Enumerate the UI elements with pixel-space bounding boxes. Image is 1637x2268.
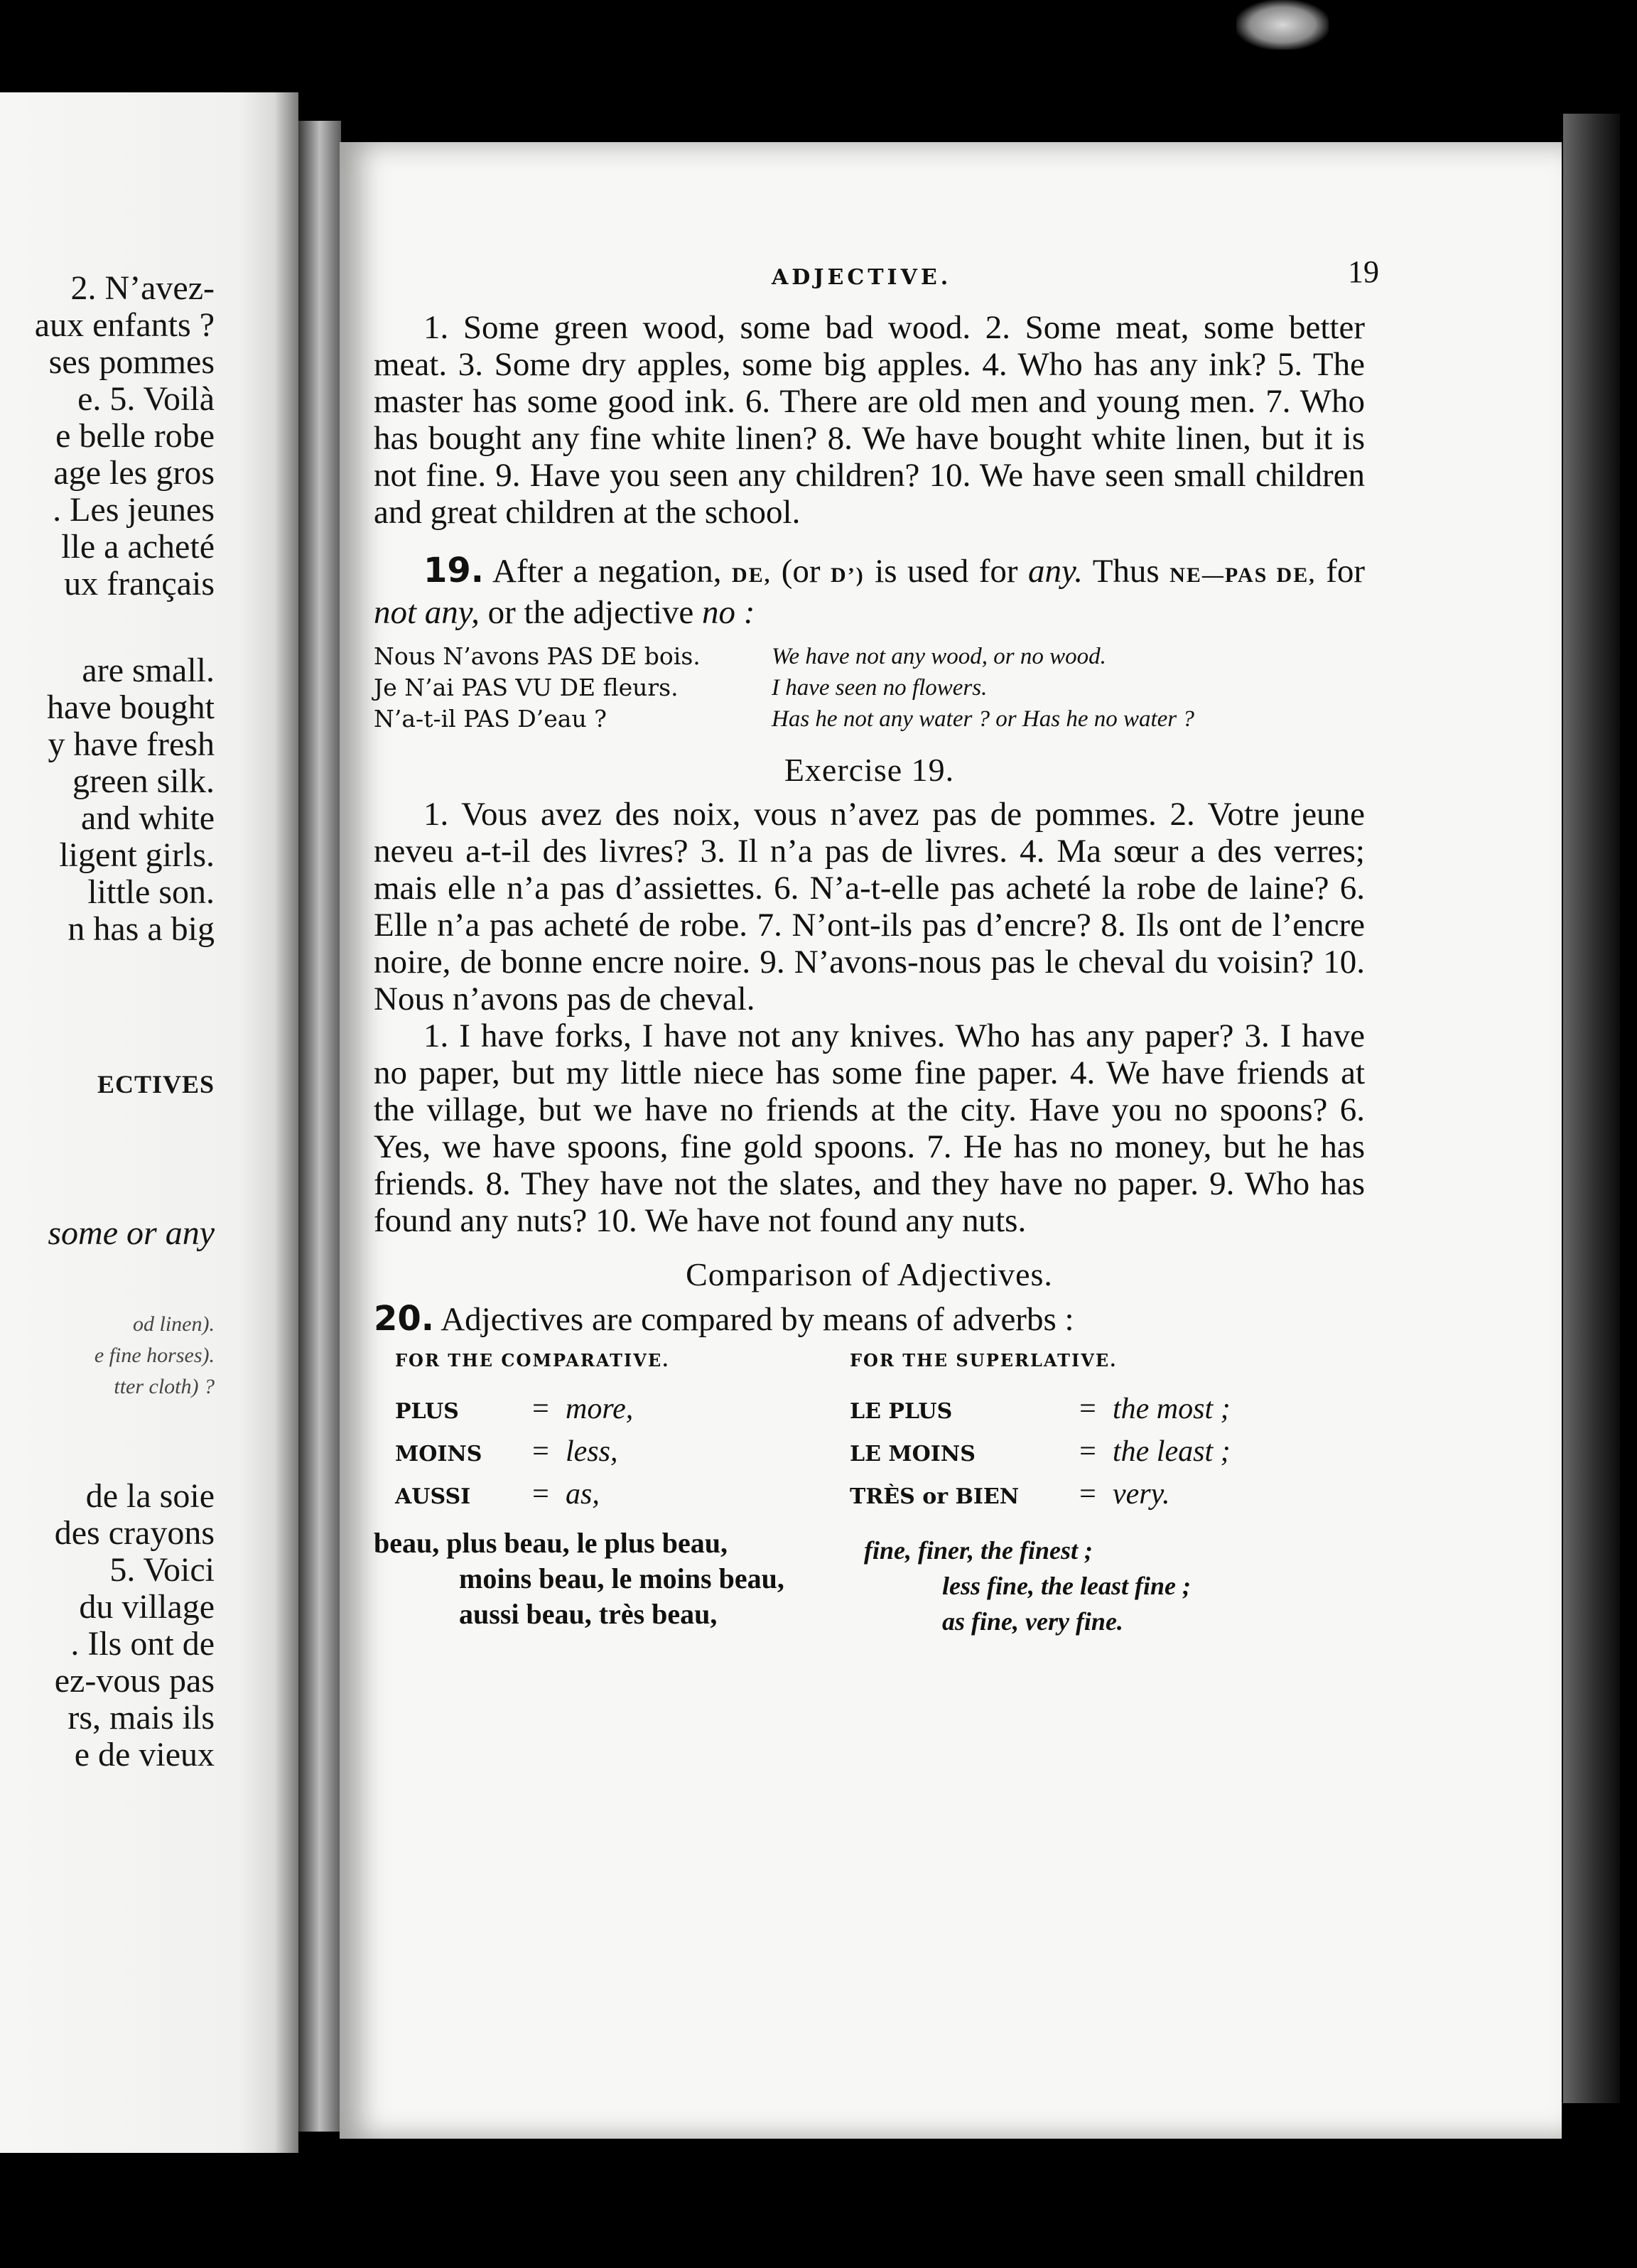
superlative-header: FOR THE SUPERLATIVE. [850, 1350, 1118, 1371]
intro-exercise-text: 1. Some green wood, some bad wood. 2. Some meat, some better meat. 3. Some dry apples, some big apples. 4. Who has any ink? 5. The master has some good ink. 6. There are old men and young men. 7. Who has bought any fine white linen? 8. We have bought white linen, but it is not fine. 9. Have you seen any children? 10. We have seen small children and great children at the school. [374, 309, 1365, 531]
examples-french [374, 1526, 864, 1639]
page-header [374, 254, 1379, 309]
rule-keyword: DE, [732, 563, 772, 587]
superlative-row [850, 1389, 1231, 1432]
left-page-line: du village [79, 1588, 215, 1626]
left-page-line: have bought [47, 688, 215, 726]
left-page-line: lle a acheté [61, 528, 215, 566]
example-french: N’a-t-il PAS D’eau ? [374, 705, 607, 733]
left-page-line: . Les jeunes [53, 491, 215, 529]
adverb: MOINS [395, 1442, 482, 1467]
left-page-line: aux enfants ? [34, 306, 215, 344]
left-page-line: y have fresh [48, 725, 215, 763]
left-page-line: e de vieux [74, 1736, 215, 1773]
left-page-line: de la soie [85, 1477, 215, 1515]
section-20-intro [374, 1300, 1365, 1338]
left-page-line: 2. N’avez- [70, 269, 215, 307]
left-page-line: od linen). [133, 1312, 215, 1336]
rule-text: is used for [875, 553, 1018, 590]
adverb: TRÈS or BIEN [850, 1484, 1020, 1509]
left-page-line: . Ils ont de [70, 1625, 215, 1663]
left-page-line: e fine horses). [94, 1344, 215, 1367]
rule-keyword: no : [702, 594, 755, 631]
left-page-line: e belle robe [55, 417, 215, 455]
rule-text: Thus [1092, 553, 1160, 590]
left-page [0, 92, 298, 2153]
example-line: moins beau, le moins beau, [459, 1562, 784, 1594]
example-french: Je N’ai PAS VU DE fleurs. [374, 674, 679, 701]
meaning: more, [566, 1393, 634, 1425]
right-page [340, 142, 1562, 2139]
left-page-line: ses pommes [48, 343, 215, 381]
section-number: 19. [423, 551, 485, 590]
rule-text: or the adjective [487, 594, 694, 631]
page-content [374, 254, 1379, 1639]
adverb: PLUS [395, 1399, 459, 1424]
left-page-line: tter cloth) ? [114, 1375, 215, 1398]
rule-keyword: not any, [374, 594, 480, 631]
comparative-header: FOR THE COMPARATIVE. [395, 1350, 670, 1371]
comparative-row [395, 1474, 850, 1517]
example-row [374, 672, 1365, 703]
left-page-line: some or any [48, 1214, 215, 1252]
left-page-line: age les gros [53, 454, 215, 492]
section-number: 20. [374, 1299, 435, 1339]
comparison-table [374, 1389, 1365, 1517]
adverb: LE PLUS [850, 1399, 953, 1424]
negation-examples [374, 641, 1365, 735]
example-line: as fine, very fine. [942, 1607, 1123, 1636]
left-page-line: 5. Voici [109, 1551, 215, 1589]
comparative-row [395, 1432, 850, 1474]
left-page-line: ux français [64, 565, 215, 603]
superlative-row [850, 1474, 1231, 1517]
example-line: aussi beau, très beau, [459, 1598, 718, 1630]
example-line: less fine, the least fine ; [942, 1572, 1191, 1600]
superlative-row [850, 1432, 1231, 1474]
comparison-title: Comparison of Adjectives. [686, 1256, 1053, 1292]
equals-sign: = [532, 1393, 549, 1425]
left-page-line: ligent girls. [59, 836, 215, 874]
comparative-row [395, 1389, 850, 1432]
equals-sign: = [1079, 1478, 1096, 1511]
adverb: AUSSI [395, 1484, 471, 1509]
rule-keyword: D’) [831, 563, 865, 587]
example-line: beau, plus beau, le plus beau, [374, 1527, 728, 1559]
section-19-rule [374, 552, 1365, 631]
section-20-text: Adjectives are compared by means of adverbs : [441, 1301, 1074, 1338]
equals-sign: = [532, 1435, 549, 1468]
left-page-line: rs, mais ils [67, 1699, 215, 1737]
meaning: less, [566, 1435, 618, 1468]
left-page-line: n has a big [67, 910, 215, 948]
running-title: ADJECTIVE. [772, 265, 952, 290]
left-page-line: des crayons [54, 1514, 215, 1552]
book-gutter [298, 121, 341, 2132]
equals-sign: = [532, 1478, 549, 1511]
left-page-line: ez-vous pas [54, 1662, 215, 1700]
left-page-line: little son. [87, 873, 215, 911]
superlative-column [850, 1389, 1231, 1517]
rule-text: (or [781, 553, 821, 590]
section-19 [374, 552, 1365, 735]
comparison-headers [374, 1342, 1365, 1379]
rule-text: After a negation, [492, 553, 722, 590]
example-row [374, 641, 1365, 672]
meaning: the least ; [1113, 1435, 1231, 1468]
page-corner-artifact [1236, 0, 1329, 50]
exercise-19-title: Exercise 19. [784, 752, 955, 788]
example-english: We have not any wood, or no wood. [772, 644, 1106, 669]
rule-keyword: NE—PAS DE, [1169, 563, 1316, 587]
example-row [374, 703, 1365, 735]
adverb: LE MOINS [850, 1442, 976, 1467]
rule-text: for [1326, 553, 1366, 590]
exercise-19-english: 1. I have forks, I have not any knives. Who has any paper? 3. I have no paper, but my little niece has some fine paper. 4. We have friends at the village, but we have no friends at the city. Have you no spoons? 6. Yes, we have spoons, fine gold spoons. 7. He has no money, but he has friends. 8. They have not the slates, and they have no paper. 9. Who has found any nuts? 10. We have not found any nuts. [374, 1017, 1365, 1239]
equals-sign: = [1079, 1393, 1096, 1425]
example-english: I have seen no flowers. [772, 675, 988, 701]
meaning: very. [1113, 1478, 1170, 1511]
example-english: Has he not any water ? or Has he no water ? [772, 706, 1194, 732]
left-page-line: e. 5. Voilà [77, 380, 215, 418]
left-page-line: ECTIVES [97, 1070, 215, 1098]
meaning: the most ; [1113, 1393, 1231, 1425]
rule-keyword: any. [1028, 553, 1084, 590]
comparative-column [374, 1389, 850, 1517]
meaning: as, [566, 1478, 600, 1511]
left-page-line: are small. [82, 652, 215, 689]
example-french: Nous N’avons PAS DE bois. [374, 642, 701, 670]
examples-english [864, 1526, 1191, 1639]
left-page-line: and white [81, 799, 215, 837]
book-edge [1563, 114, 1620, 2103]
page-number: 19 [1348, 254, 1379, 289]
exercise-19-french: 1. Vous avez des noix, vous n’avez pas de pommes. 2. Votre jeune neveu a-t-il des livres? 3. Il n’a pas de livres. 4. Ma sœur a des verres; mais elle n’a pas d’assiettes. 6. N’a-t-elle pas acheté la robe de laine? 6. Elle n’a pas acheté de robe. 7. N’ont-ils pas d’encre? 8. Ils ont de l’encre noire, de bonne encre noire. 9. N’avons-nous pas le cheval du voisin? 10. Nous n’avons pas de cheval. [374, 796, 1365, 1017]
left-page-line: green silk. [72, 762, 215, 800]
example-line: fine, finer, the finest ; [864, 1536, 1093, 1565]
equals-sign: = [1079, 1435, 1096, 1468]
comparison-examples [374, 1526, 1365, 1639]
